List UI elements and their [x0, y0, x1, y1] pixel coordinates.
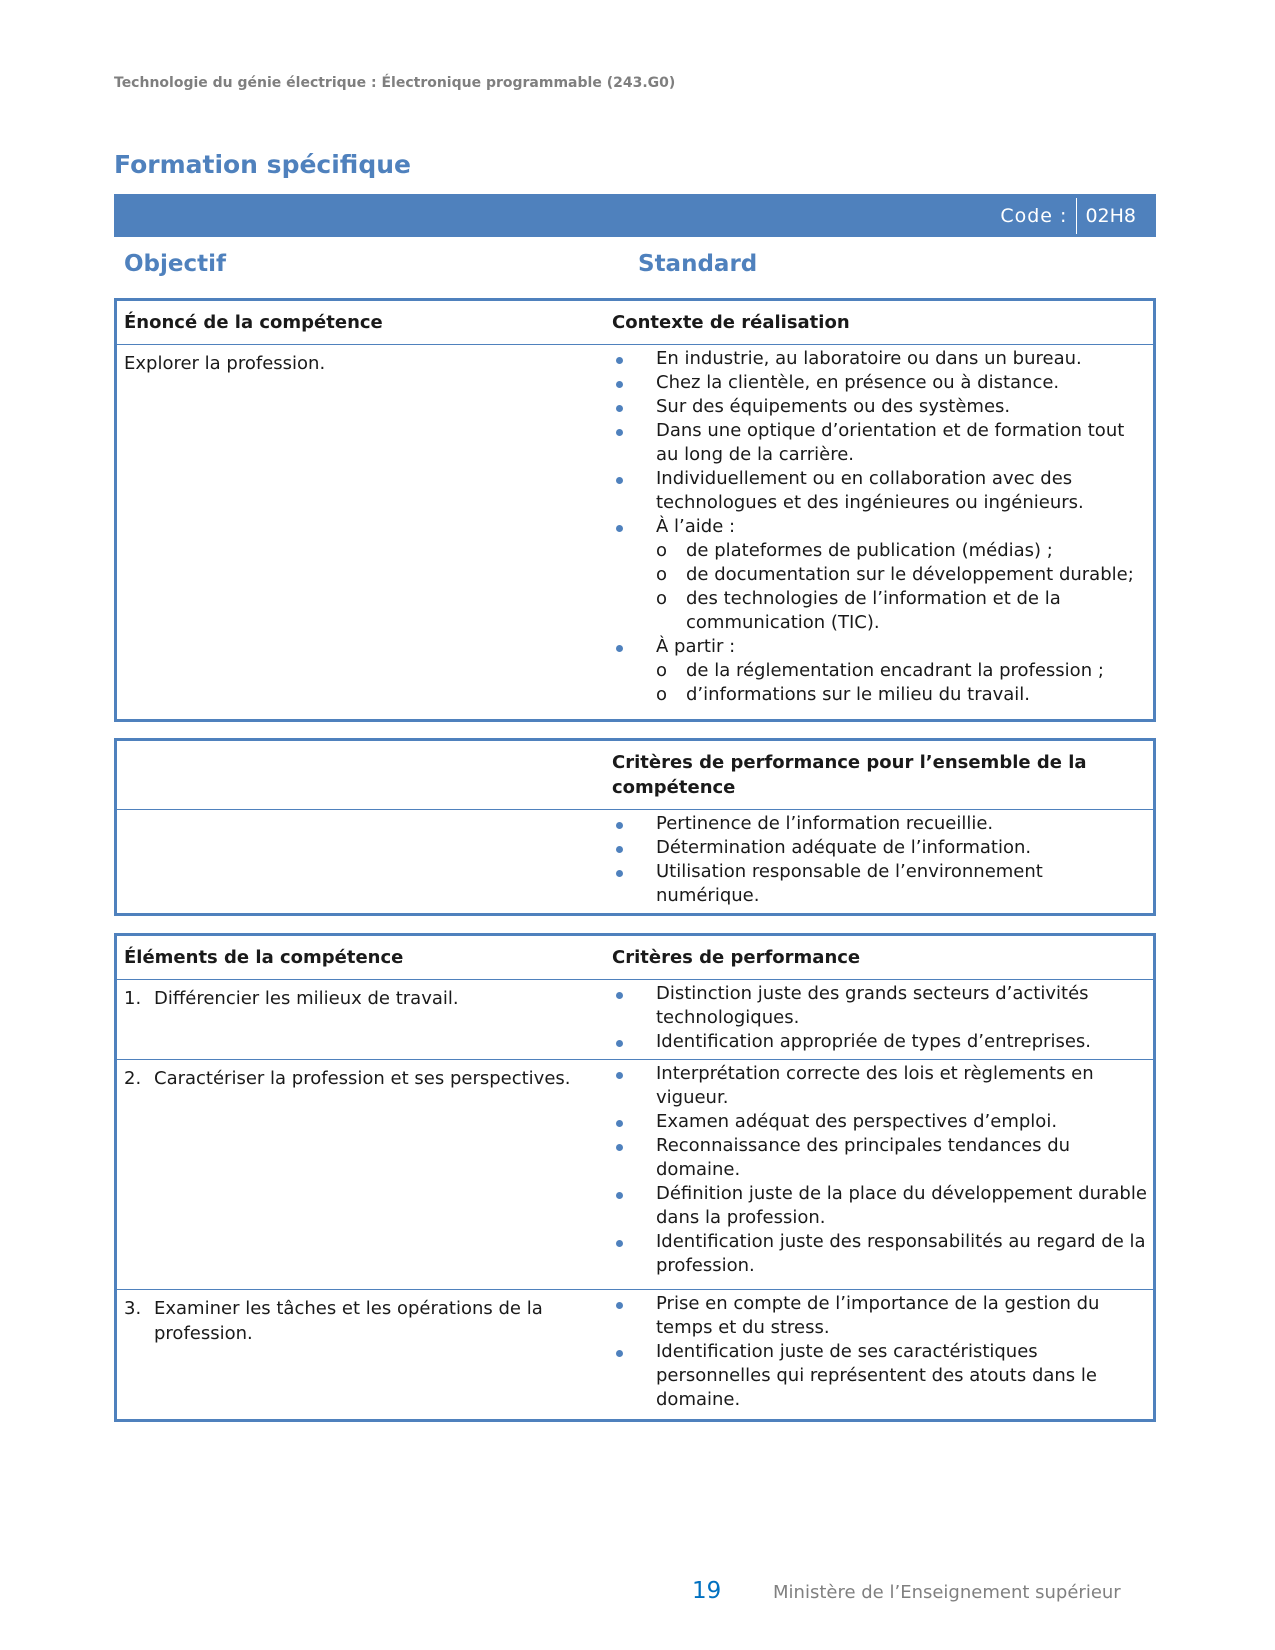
section-title: Formation spécifique — [114, 150, 411, 179]
list-item: Utilisation responsable de l’environnement numérique. — [612, 860, 1147, 908]
circle-bullet-icon: o — [656, 684, 668, 705]
sub-list-item: o de la réglementation encadrant la profession ; — [656, 660, 1104, 681]
bullet-icon — [616, 381, 623, 388]
list-item: Sur des équipements ou des systèmes. — [612, 395, 1147, 419]
list-item: Reconnaissance des principales tendances du domaine. — [612, 1134, 1147, 1182]
competence-statement: Explorer la profession. — [124, 353, 326, 374]
bullet-icon — [616, 1144, 623, 1151]
context-header: Contexte de réalisation — [612, 312, 850, 333]
publisher-footer: Ministère de l’Enseignement supérieur — [773, 1582, 1121, 1603]
statement-header: Énoncé de la compétence — [124, 312, 383, 333]
bullet-icon — [616, 429, 623, 436]
list-item: Prise en compte de l’importance de la gestion du temps et du stress. — [612, 1292, 1147, 1340]
sub-list-item: o des technologies de l’information et de la communication (TIC). — [656, 588, 1061, 633]
circle-bullet-icon: o — [656, 540, 668, 561]
bullet-icon — [616, 357, 623, 364]
overall-criteria-list — [612, 812, 1147, 908]
elements-criteria-table — [114, 933, 1156, 1422]
bullet-icon — [616, 992, 623, 999]
bullet-icon — [616, 525, 623, 532]
criteria-header: Critères de performance — [612, 947, 861, 968]
element-item: 2. Caractériser la profession et ses perspectives. — [124, 1068, 571, 1089]
list-item: Pertinence de l’information recueillie. — [612, 812, 1147, 836]
criteria-list — [612, 1062, 1147, 1278]
elements-header: Éléments de la compétence — [124, 947, 404, 968]
table-row — [117, 809, 1153, 914]
table-header-row — [117, 741, 1153, 809]
table-row — [117, 979, 1153, 1059]
competence-context-table — [114, 298, 1156, 722]
circle-bullet-icon: o — [656, 660, 668, 681]
list-item: Individuellement ou en collaboration avec des technologues et des ingénieures ou ingénieurs. — [612, 467, 1147, 515]
list-item: Définition juste de la place du développement durable dans la profession. — [612, 1182, 1147, 1230]
heading-objectif: Objectif — [124, 251, 227, 277]
list-item: Distinction juste des grands secteurs d’activités technologiques. — [612, 982, 1147, 1030]
sub-list — [656, 659, 1147, 707]
bullet-icon — [616, 870, 623, 877]
list-item: Interprétation correcte des lois et règlements en vigueur. — [612, 1062, 1147, 1110]
empty-cell — [117, 810, 612, 914]
table-row — [117, 1059, 1153, 1289]
code-label: Code : — [1000, 204, 1068, 227]
bullet-icon — [616, 846, 623, 853]
empty-cell — [117, 741, 612, 809]
list-item: Dans une optique d’orientation et de formation tout au long de la carrière. — [612, 419, 1147, 467]
bullet-icon — [616, 645, 623, 652]
element-item: 3. Examiner les tâches et les opérations de la profession. — [124, 1298, 543, 1344]
context-list — [612, 347, 1147, 707]
list-item: En industrie, au laboratoire ou dans un bureau. — [612, 347, 1147, 371]
circle-bullet-icon: o — [656, 588, 668, 609]
bullet-icon — [616, 1350, 623, 1357]
bullet-icon — [616, 822, 623, 829]
code-bar — [114, 194, 1156, 237]
sub-list — [656, 539, 1147, 635]
list-item: Identification juste des responsabilités au regard de la profession. — [612, 1230, 1147, 1278]
bullet-icon — [616, 1072, 623, 1079]
list-item: Identification appropriée de types d’entreprises. — [612, 1030, 1147, 1054]
column-headings — [114, 251, 1156, 285]
table-header-row — [117, 936, 1153, 979]
code-value: 02H8 — [1085, 204, 1136, 227]
bullet-icon — [616, 1120, 623, 1127]
table-row — [117, 1289, 1153, 1418]
bullet-icon — [616, 477, 623, 484]
overall-criteria-header: Critères de performance pour l’ensemble de la compétence — [612, 752, 1087, 798]
list-item: Identification juste de ses caractéristiques personnelles qui représentent des atouts dans le domaine. — [612, 1340, 1147, 1412]
overall-criteria-table — [114, 738, 1156, 916]
table-row — [117, 344, 1153, 713]
sub-list-item: o d’informations sur le milieu du travail. — [656, 684, 1031, 705]
bullet-icon — [616, 1192, 623, 1199]
list-item: À partir : o de la réglementation encadrant la profession ; o d’informations sur le milieu du travail. — [612, 635, 1147, 707]
list-item: Chez la clientèle, en présence ou à distance. — [612, 371, 1147, 395]
code-separator — [1076, 198, 1077, 234]
bullet-icon — [616, 1240, 623, 1247]
criteria-list — [612, 1292, 1147, 1412]
heading-standard: Standard — [638, 251, 758, 277]
sub-list-item: o de plateformes de publication (médias) ; — [656, 540, 1053, 561]
list-item: Examen adéquat des perspectives d’emploi. — [612, 1110, 1147, 1134]
bullet-icon — [616, 1302, 623, 1309]
page-number: 19 — [692, 1578, 722, 1604]
table-header-row — [117, 301, 1153, 344]
bullet-icon — [616, 1040, 623, 1047]
sub-list-item: o de documentation sur le développement durable; — [656, 564, 1134, 585]
circle-bullet-icon: o — [656, 564, 668, 585]
bullet-icon — [616, 405, 623, 412]
element-item: 1. Différencier les milieux de travail. — [124, 988, 459, 1009]
list-item: À l’aide : o de plateformes de publication (médias) ; o de documentation sur le développement durable; o des technologies de l’information et de la communication (TIC). — [612, 515, 1147, 635]
running-header: Technologie du génie électrique : Électronique programmable (243.G0) — [114, 75, 676, 91]
criteria-list — [612, 982, 1147, 1054]
list-item: Détermination adéquate de l’information. — [612, 836, 1147, 860]
